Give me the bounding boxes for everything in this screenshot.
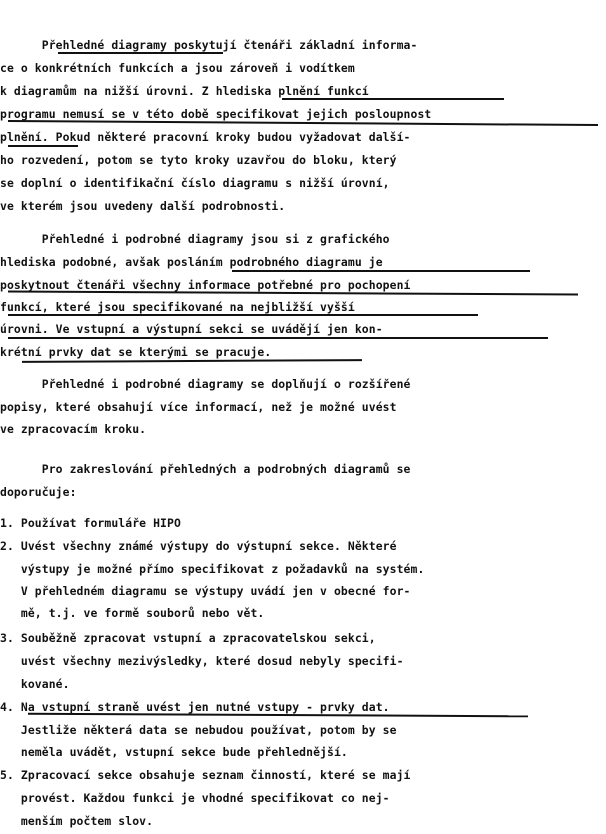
paragraph-4-line-2: doporučuje: <box>0 485 77 499</box>
paragraph-1-line-1: Přehledné diagramy poskytují čtenáři základní informa- <box>0 38 418 52</box>
underline-hlediska-plneni <box>282 98 504 100</box>
paragraph-2-line-1: Přehledné i podrobné diagramy jsou si z grafického <box>0 232 390 246</box>
paragraph-2-line-2: hlediska podobné, avšak posláním podrobného diagramu je <box>0 255 383 269</box>
paragraph-1-line-6: ho rozvedení, potom se tyto kroky uzavřou do bloku, který <box>0 153 397 167</box>
paragraph-2-line-5: úrovni. Ve vstupní a výstupní sekci se uvádějí jen kon- <box>0 322 383 336</box>
paragraph-4-line-1: Pro zakreslování přehledných a podrobných diagramů se <box>0 462 411 476</box>
underline-funkci-vyssi <box>8 314 478 316</box>
underline-vstupni-strane <box>28 713 528 718</box>
underline-poslanim-podrobneho <box>232 270 530 272</box>
list-item-2-line-3: V přehledném diagramu se výstupy uvádí jen v obecné for- <box>0 584 411 598</box>
paragraph-3-line-2: popisy, které obsahují více informací, než je možné uvést <box>0 400 397 414</box>
list-item-4-line-3: neměla uvádět, vstupní sekce bude přehlednější. <box>0 745 348 759</box>
paragraph-2-line-4: funkcí, které jsou specifikované na nejbližší vyšší <box>0 300 355 314</box>
list-item-4-line-1: 4. Na vstupní straně uvést jen nutné vstupy - prvky dat. <box>0 700 390 714</box>
list-item-2-line-1: 2. Uvést všechny známé výstupy do výstupní sekce. Některé <box>0 539 397 553</box>
underline-prehledne-diagramy <box>58 52 223 54</box>
paragraph-1-line-5: plnění. Pokud některé pracovní kroky budou vyžadovat další- <box>0 130 411 144</box>
list-item-2-line-2: výstupy je možné přímo specifikovat z požadavků na systém. <box>0 562 425 576</box>
underline-urovni-kon <box>8 337 548 339</box>
underline-kretni-prvky <box>22 359 362 363</box>
paragraph-1-line-7: se doplní o identifikační číslo diagramu s nižší úrovní, <box>0 176 390 190</box>
list-item-1-line-1: 1. Používat formuláře HIPO <box>0 516 181 530</box>
paragraph-1-line-2: ce o konkrétních funkcích a jsou zároveň i vodítkem <box>0 61 355 75</box>
list-item-4-line-2: Jestliže některá data se nebudou používat, potom by se <box>0 723 397 737</box>
paragraph-3-line-1: Přehledné i podrobné diagramy se doplňují o rozšířené <box>0 377 411 391</box>
list-item-2-line-4: mě, t.j. ve formě souborů nebo vět. <box>0 606 265 620</box>
list-item-5-line-3: menším počtem slov. <box>0 814 154 828</box>
underline-plneni <box>8 145 78 147</box>
list-item-3-line-1: 3. Souběžně zpracovat vstupní a zpracovatelskou sekci, <box>0 631 376 645</box>
list-item-3-line-3: kované. <box>0 677 70 691</box>
paragraph-3-line-3: ve zpracovacím kroku. <box>0 422 147 436</box>
paragraph-1-line-8: ve kterém jsou uvedeny další podrobnosti. <box>0 199 286 213</box>
list-item-5-line-1: 5. Zpracovací sekce obsahuje seznam činností, které se mají <box>0 768 411 782</box>
underline-poskytnout-ctenari <box>8 291 578 296</box>
paragraph-1-line-4: programu nemusí se v této době specifikovat jejich posloupnost <box>0 107 432 121</box>
list-item-5-line-2: provést. Každou funkci je vhodné specifikovat co nej- <box>0 791 390 805</box>
paragraph-2-line-3: poskytnout čtenáři všechny informace potřebné pro pochopení <box>0 278 411 292</box>
list-item-3-line-2: uvést všechny mezivýsledky, které dosud nebyly specifi- <box>0 654 404 668</box>
paragraph-2-line-6: krétní prvky dat se kterými se pracuje. <box>0 345 272 359</box>
paragraph-1-line-3: k diagramům na nižší úrovni. Z hlediska plnění funkcí <box>0 84 369 98</box>
